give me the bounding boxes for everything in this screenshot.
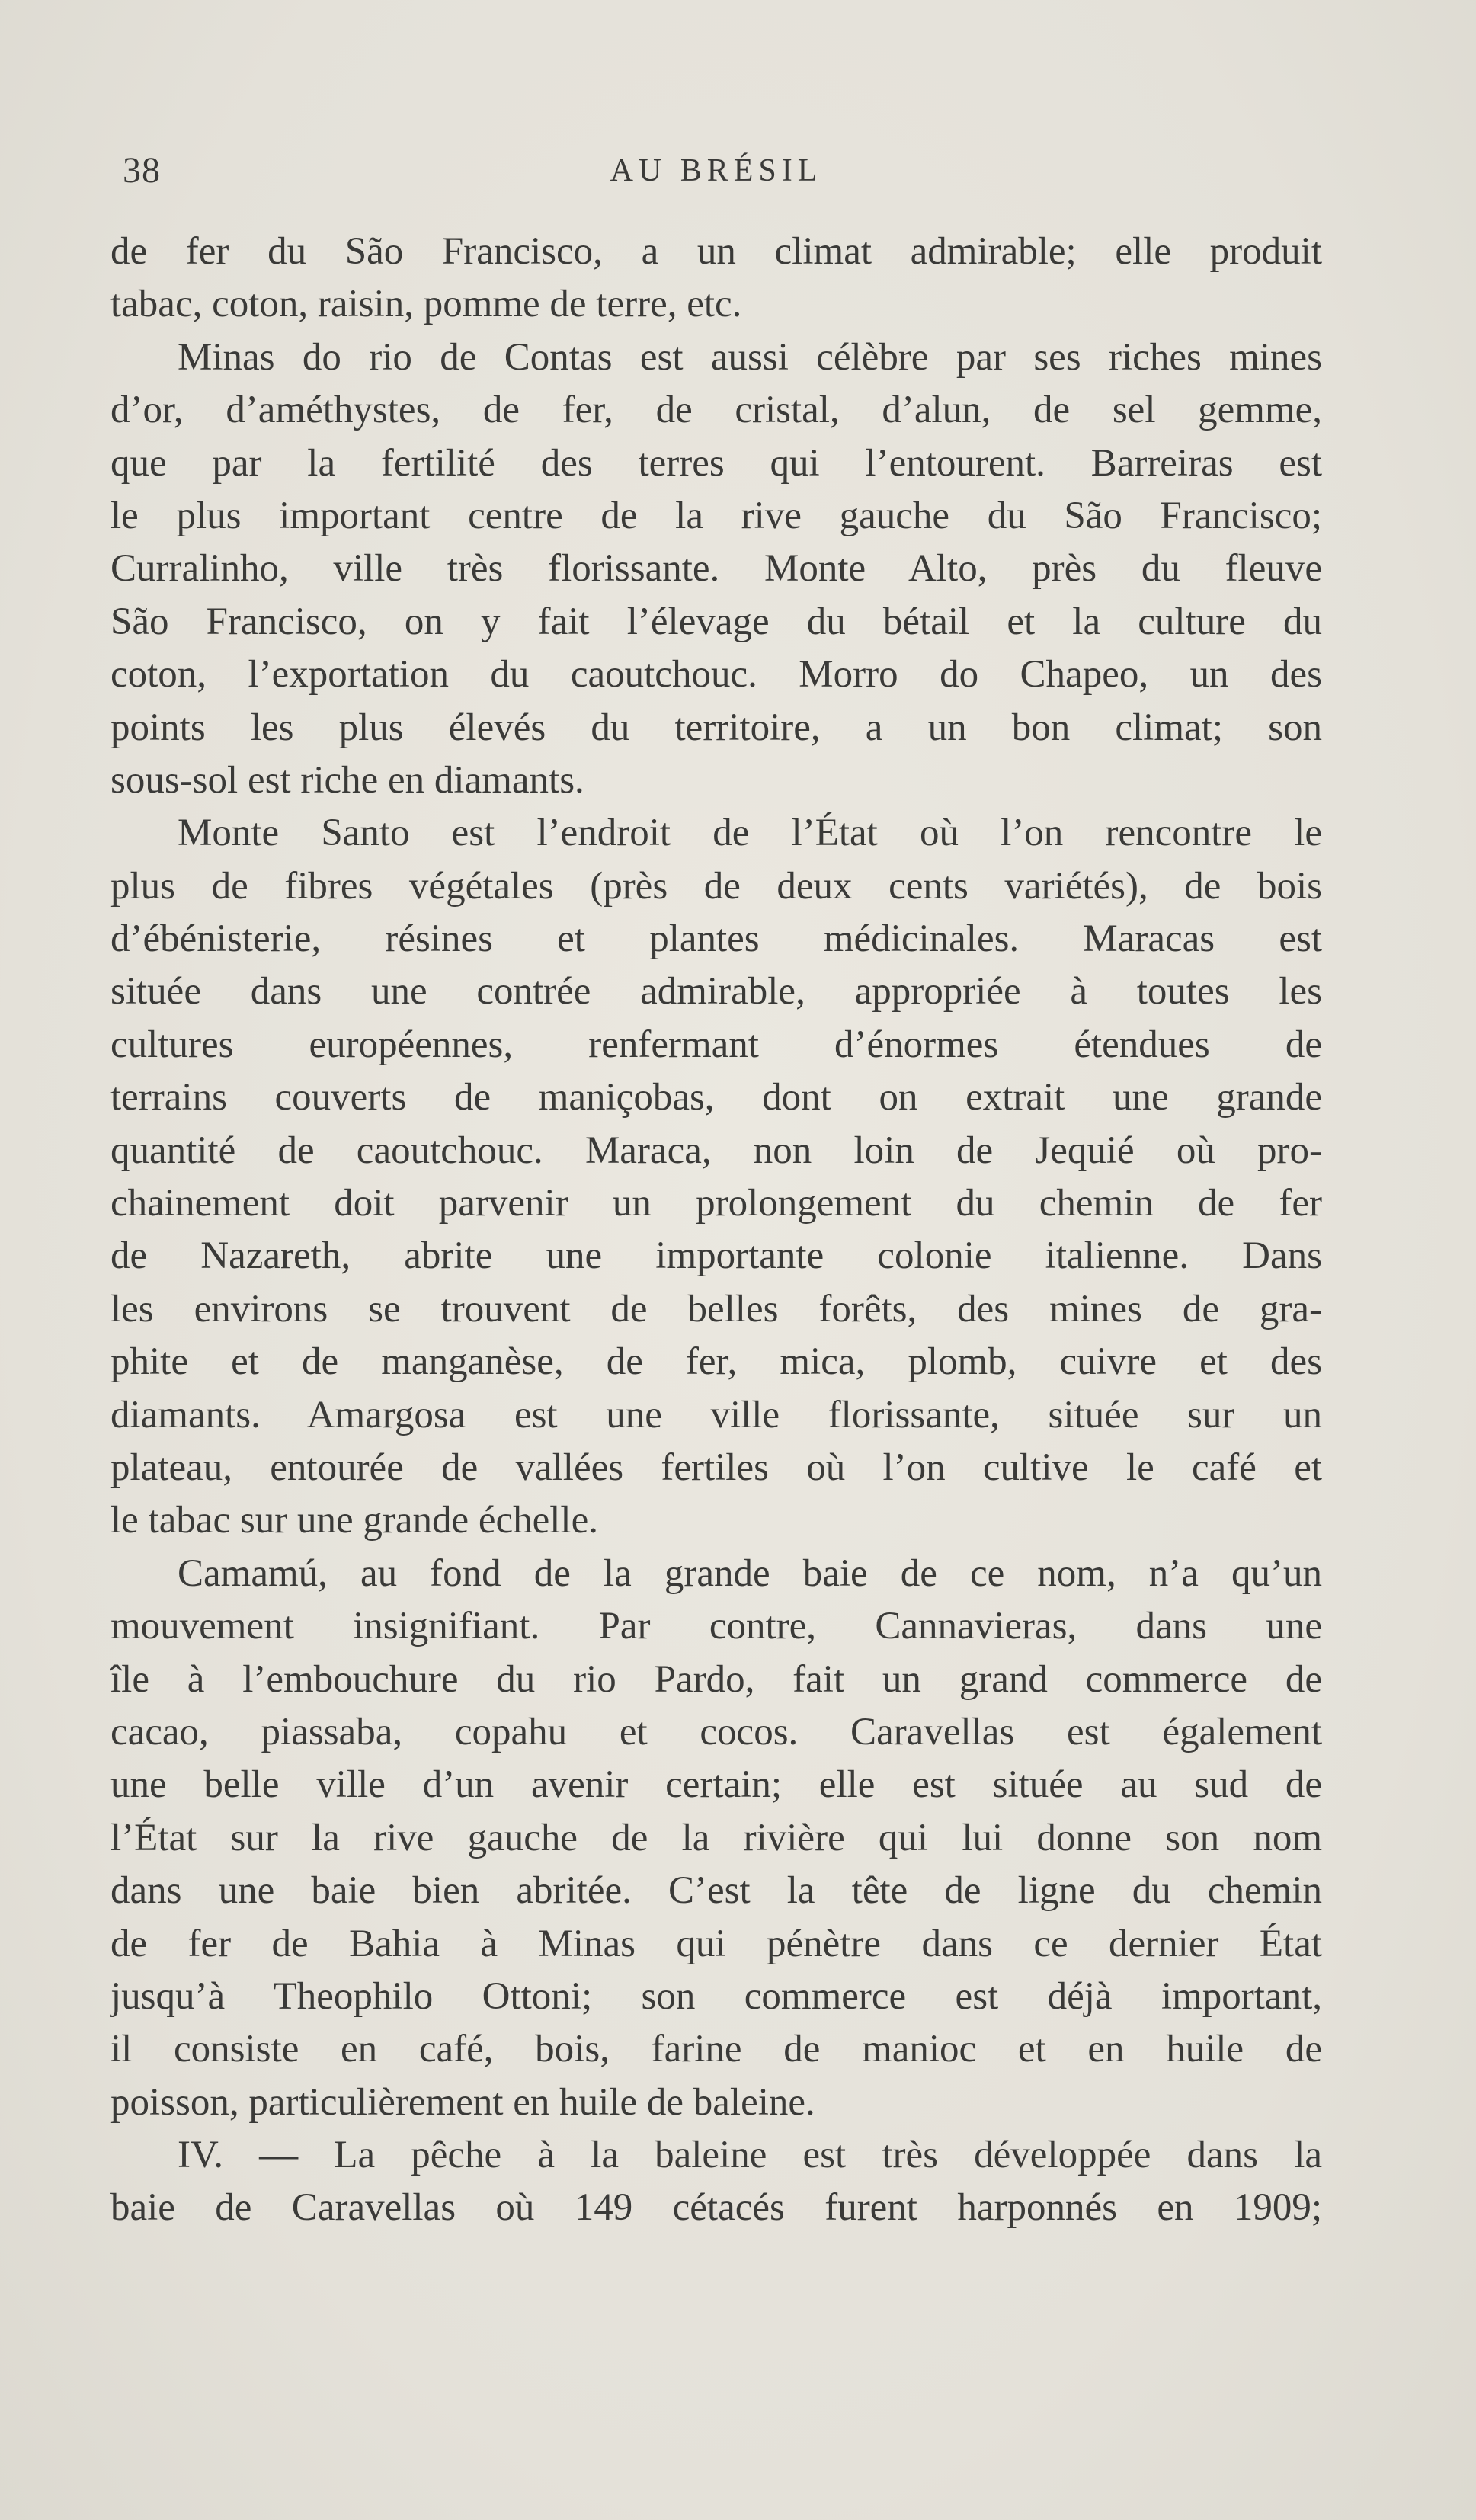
text-line: baie de Caravellas où 149 cétacés furent harponnés en 1909; [110,2186,1322,2230]
text-line: le tabac sur une grande échelle. [110,1499,598,1542]
text-line: phite et de manganèse, de fer, mica, plomb, cuivre et des [110,1340,1322,1384]
text-line: poisson, particulièrement en huile de baleine. [110,2080,815,2124]
text-line: de Nazareth, abrite une importante colonie italienne. Dans [110,1234,1322,1278]
text-line: jusqu’à Theophilo Ottoni; son commerce est déjà important, [110,1974,1322,2018]
text-line: sous-sol est riche en diamants. [110,758,584,802]
body-text [110,226,1322,2235]
text-line: chainement doit parvenir un prolongement du chemin de fer [110,1182,1322,1225]
text-line: Monte Santo est l’endroit de l’État où l’on rencontre le [178,812,1322,855]
text-line: IV. — La pêche à la baleine est très développée dans la [178,2134,1322,2177]
text-line: coton, l’exportation du caoutchouc. Morro do Chapeo, un des [110,653,1322,696]
text-line: Camamú, au fond de la grande baie de ce nom, n’a qu’un [178,1551,1322,1595]
text-line: São Francisco, on y fait l’élevage du bétail et la culture du [110,600,1322,643]
text-line: l’État sur la rive gauche de la rivière qui lui donne son nom [110,1816,1322,1859]
text-line: terrains couverts de maniçobas, dont on extrait une grande [110,1076,1322,1119]
text-line: diamants. Amargosa est une ville florissante, située sur un [110,1393,1322,1436]
page-number: 38 [123,150,161,191]
text-line: de fer du São Francisco, a un climat admirable; elle produit [110,230,1322,273]
text-line: cacao, piassaba, copahu et cocos. Caravellas est également [110,1710,1322,1753]
running-title: AU BRÉSIL [610,153,823,188]
text-line: Curralinho, ville très florissante. Monte Alto, près du fleuve [110,547,1322,591]
text-line: que par la fertilité des terres qui l’entourent. Barreiras est [110,441,1322,485]
text-line: plateau, entourée de vallées fertiles où l’on cultive le café et [110,1446,1322,1489]
text-line: plus de fibres végétales (près de deux cents variétés), de bois [110,864,1322,908]
text-line: de fer de Bahia à Minas qui pénètre dans ce dernier État [110,1922,1322,1965]
text-line: points les plus élevés du territoire, a un bon climat; son [110,706,1322,749]
text-line: une belle ville d’un avenir certain; elle est située au sud de [110,1763,1322,1807]
text-line: située dans une contrée admirable, appropriée à toutes les [110,970,1322,1013]
text-line: dans une baie bien abritée. C’est la tête de ligne du chemin [110,1869,1322,1913]
text-line: mouvement insignifiant. Par contre, Cannavieras, dans une [110,1605,1322,1648]
text-line: tabac, coton, raisin, pomme de terre, etc. [110,283,742,326]
running-head [110,149,1322,203]
text-line: le plus important centre de la rive gauche du São Francisco; [110,494,1322,537]
text-line: les environs se trouvent de belles forêts, des mines de gra- [110,1287,1322,1330]
text-line: Minas do rio de Contas est aussi célèbre par ses riches mines [178,335,1322,379]
text-line: il consiste en café, bois, farine de manioc et en huile de [110,2028,1322,2071]
text-line: d’or, d’améthystes, de fer, de cristal, d’alun, de sel gemme, [110,389,1322,432]
text-line: quantité de caoutchouc. Maraca, non loin de Jequié où pro- [110,1129,1322,1172]
text-line: d’ébénisterie, résines et plantes médicinales. Maracas est [110,917,1322,961]
text-line: île à l’embouchure du rio Pardo, fait un grand commerce de [110,1657,1322,1701]
text-line: cultures européennes, renfermant d’énormes étendues de [110,1023,1322,1066]
